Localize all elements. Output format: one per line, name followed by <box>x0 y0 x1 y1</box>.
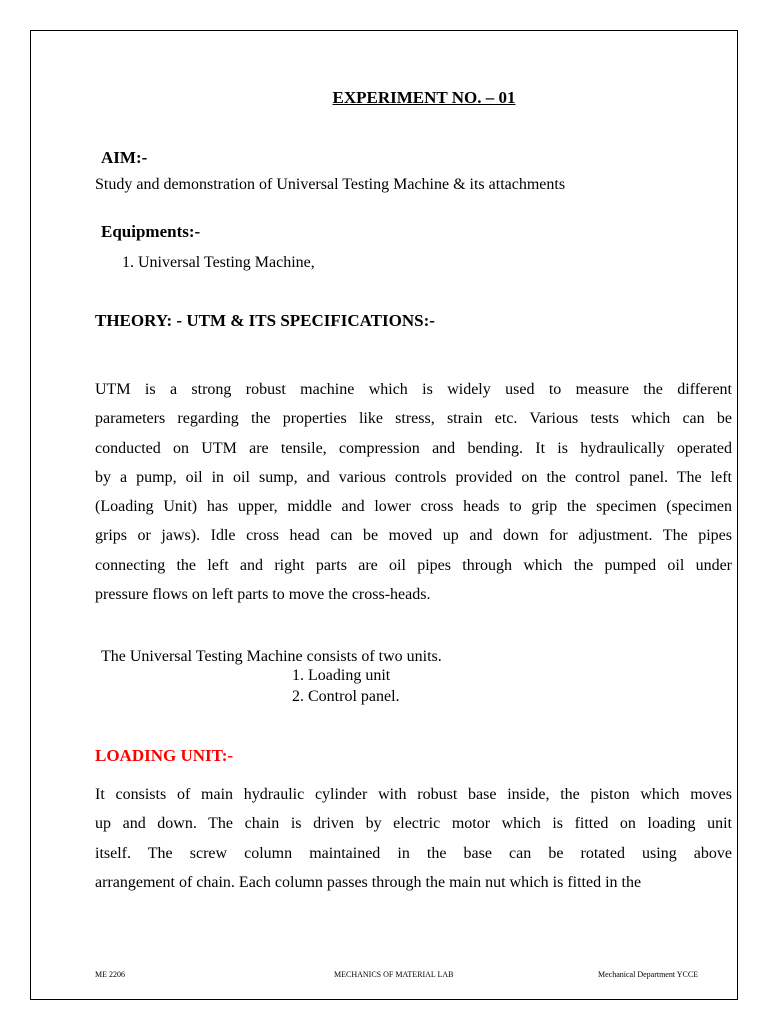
theory-line: (Loading Unit) has upper, middle and lower cross heads to grip the specimen (specimen <box>95 498 732 516</box>
theory-line: UTM is a strong robust machine which is widely used to measure the different <box>95 381 732 398</box>
loading-unit-line: up and down. The chain is driven by electric motor which is fitted on loading unit <box>95 815 732 833</box>
footer-lab-name: MECHANICS OF MATERIAL LAB <box>334 970 454 979</box>
footer-department: Mechanical Department YCCE <box>598 970 699 979</box>
theory-line: grips or jaws). Idle cross head can be moved up and down for adjustment. The pipes <box>95 527 732 545</box>
aim-text: Study and demonstration of Universal Testing Machine & its attachments <box>95 176 566 193</box>
loading-unit-line: arrangement of chain. Each column passes through the main nut which is fitted in the <box>95 873 642 891</box>
unit-item: 1. Loading unit <box>292 667 391 684</box>
theory-paragraph <box>95 375 732 609</box>
loading-unit-heading: LOADING UNIT:- <box>95 746 234 765</box>
footer-course-code: ME 2206 <box>95 970 125 979</box>
theory-line: connecting the left and right parts are oil pipes through which the pumped oil under <box>95 556 732 574</box>
loading-unit-line: It consists of main hydraulic cylinder with robust base inside, the piston which moves <box>95 786 732 803</box>
theory-heading: THEORY: - UTM & ITS SPECIFICATIONS:- <box>95 311 435 330</box>
equipment-item: 1. Universal Testing Machine, <box>122 254 315 271</box>
aim-heading: AIM:- <box>101 148 148 167</box>
equipments-heading: Equipments:- <box>101 222 201 241</box>
loading-unit-line: itself. The screw column maintained in the base can be rotated using above <box>95 844 732 862</box>
unit-item: 2. Control panel. <box>292 688 400 705</box>
units-intro: The Universal Testing Machine consists of two units. <box>101 648 442 665</box>
theory-line: parameters regarding the properties like stress, strain etc. Various tests which can be <box>95 410 732 428</box>
loading-unit-paragraph <box>95 780 732 897</box>
experiment-title: EXPERIMENT NO. – 01 <box>332 88 516 107</box>
theory-line: pressure flows on left parts to move the cross-heads. <box>95 586 431 604</box>
theory-line: conducted on UTM are tensile, compression and bending. It is hydraulically operated <box>95 439 732 457</box>
theory-line: by a pump, oil in oil sump, and various controls provided on the control panel. The left <box>95 468 732 486</box>
